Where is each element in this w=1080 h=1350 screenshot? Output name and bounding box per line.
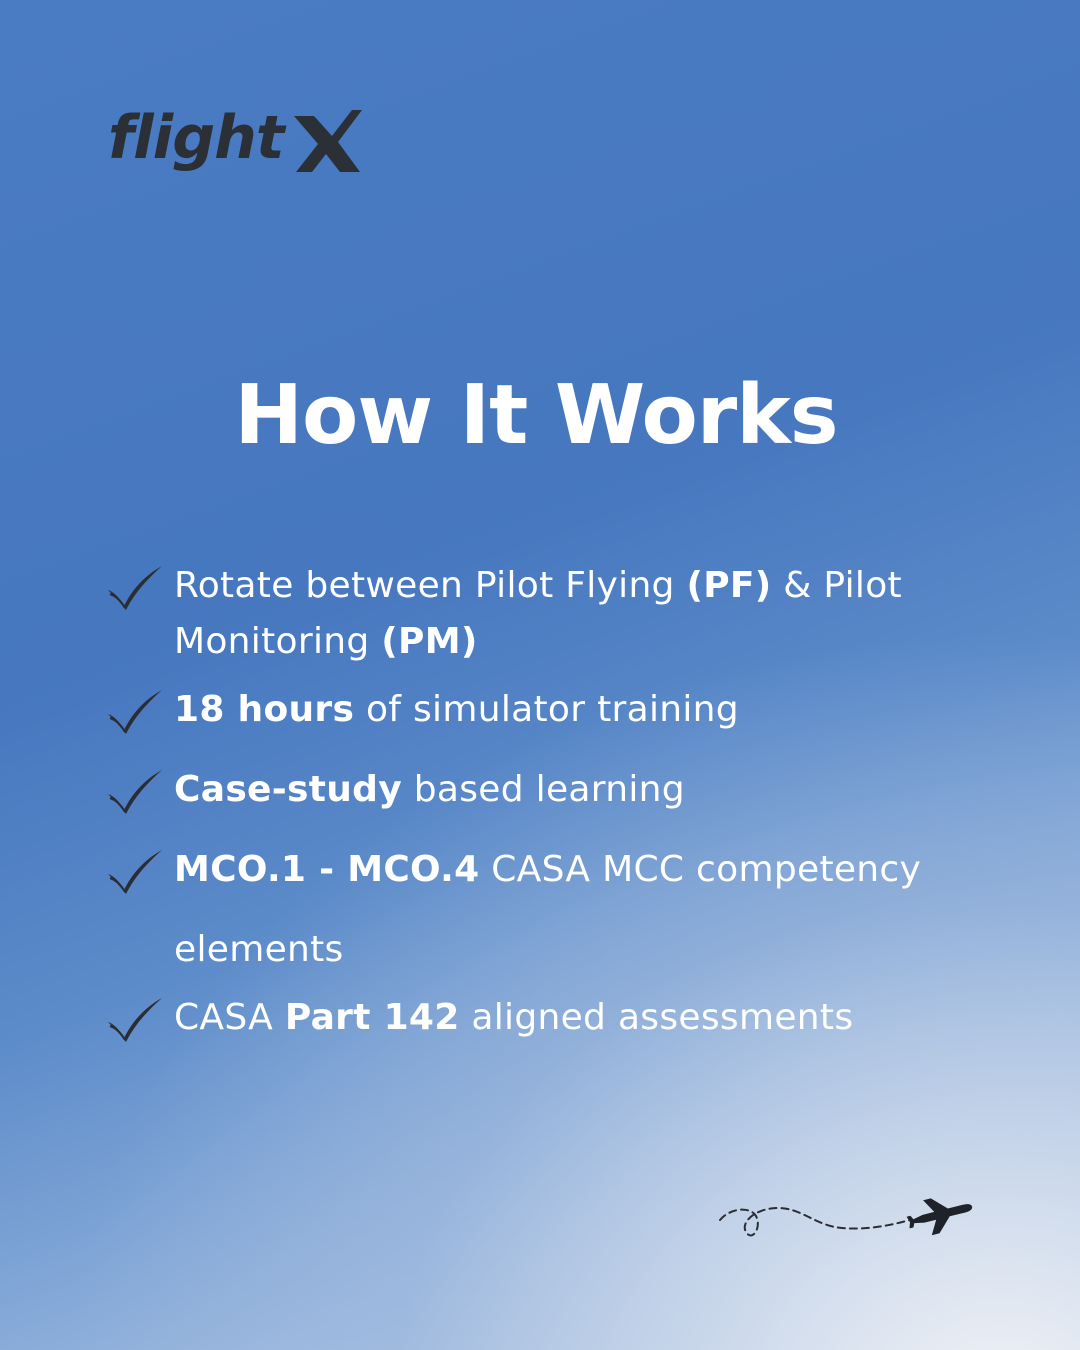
feature-text-5: CASA Part 142 aligned assessments (174, 997, 854, 1038)
feature-item (106, 762, 1006, 818)
airplane-icon (904, 1189, 977, 1240)
feature-text-2: 18 hours of simulator training (174, 689, 739, 730)
feature-item (106, 990, 1006, 1046)
airplane-trail-decoration (716, 1186, 978, 1248)
checkmark-icon (106, 996, 166, 1044)
flightx-logo (106, 96, 366, 186)
feature-item (106, 682, 1006, 738)
feature-text-3: Case-study based learning (174, 769, 685, 810)
feature-text-4: MCO.1 - MCO.4 CASA MCC competency elements (174, 849, 922, 970)
checkmark-icon (106, 768, 166, 816)
page-title: How It Works (234, 368, 838, 463)
checkmark-icon (106, 564, 166, 612)
feature-item (106, 558, 1006, 670)
x-mark-icon (294, 110, 362, 172)
checkmark-icon (106, 688, 166, 736)
checkmark-icon (106, 848, 166, 896)
feature-list (106, 558, 1006, 1046)
svg-text:flight: flight (108, 103, 284, 173)
feature-text-1: Rotate between Pilot Flying (PF) & Pilot Monitoring (PM) (174, 565, 902, 662)
dashed-trail (720, 1208, 910, 1235)
feature-item (106, 830, 1006, 990)
